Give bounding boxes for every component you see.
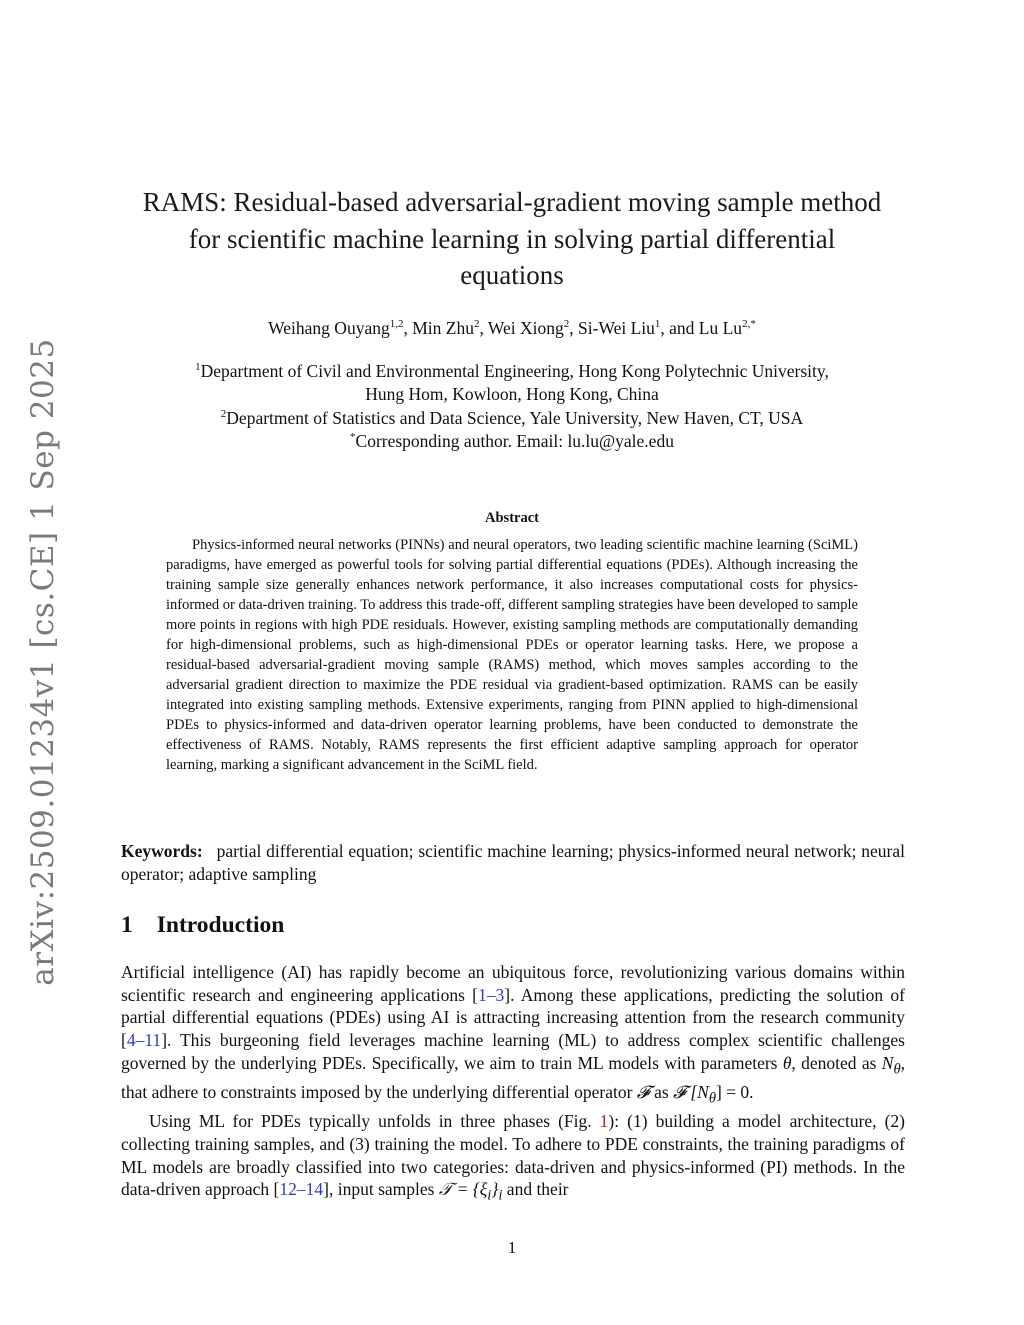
citation-link[interactable]: 1–3 (478, 984, 505, 1005)
title-line-3: equations (460, 260, 564, 290)
author: Wei Xiong$^2$, (487, 318, 579, 338)
title-line-2: for scientific machine learning in solving partial differential (188, 223, 836, 254)
title-line-1: RAMS: Residual-based adversarial-gradient moving sample method (142, 187, 882, 217)
page-number: 1 (507, 1238, 517, 1257)
paragraph-2: Using ML for PDEs typically unfolds in three phases (Fig. 1): (1) building a model architecture, (2) collecting training samples, and (3) training the model. To adhere to PDE constraints, the training paradigms of ML models are broadly classified into two categories: data-driven and physics-informed (PI) methods. In the data-driven approach [12–14], input samples 𝒯 = $\{\xi_i\}_i$ and their (121, 1111, 905, 1204)
affiliation-1-cont: Hung Hom, Kowloon, Hong Kong, China (365, 384, 659, 405)
citation-link[interactable]: 4–11 (126, 1030, 162, 1051)
affiliations (115, 360, 909, 453)
affiliation-1: $^1$Department of Civil and Environmental Engineering, Hong Kong Polytechnic University, (195, 361, 829, 381)
section-title: Introduction (156, 912, 285, 938)
author: Min Zhu$^2$, (412, 318, 488, 338)
arxiv-identifier: arXiv:2509.01234v1 [cs.CE] 1 Sep 2025 (25, 338, 61, 986)
paragraph-1: Artificial intelligence (AI) has rapidly become an ubiquitous force, revolutionizing various domains within scientific research and engineering applications [1–3]. Among these applications, predicting the solution of partial differential equations (PDEs) using AI is attracting increasing attention from the research community [4–11]. This burgeoning field leverages machine learning (ML) to address complex scientific challenges governed by the underlying PDEs. Specifically, we aim to train ML models with parameters θ, denoted as $N_\theta$, that adhere to constraints imposed by the underlying differential operator 𝓕 as 𝓕 $[N_\theta] = 0$. (121, 962, 906, 1107)
author: Weihang Ouyang$^{1,2}$, (268, 318, 413, 338)
author: Lu $Lu^{2,*}$ (698, 318, 756, 338)
author-list (115, 316, 909, 340)
section-heading (121, 912, 284, 939)
section-number: 1 (121, 912, 133, 938)
abstract-text: Physics-informed neural networks (PINNs) and neural operators, two leading scientific machine learning (SciML) paradigms, have emerged as powerful tools for solving partial differential equations (PDEs). Although increasing the training sample size generally enhances network performance, it also increases computational costs for physics-informed or data-driven training. To address this trade-off, different sampling strategies have been developed to sample more points in regions with high PDE residuals. However, existing sampling methods are computationally demanding for high-dimensional problems, such as high-dimensional PDEs or operator learning tasks. Here, we propose a residual-based adversarial-gradient moving sample (RAMS) method, which moves samples according to the adversarial gradient direction to maximize the PDE residual via gradient-based optimization. RAMS can be easily integrated into existing sampling methods. Extensive experiments, ranging from PINN applied to high-dimensional PDEs to physics-informed and data-driven operator learning problems, have been conducted to demonstrate the effectiveness of RAMS. Notably, RAMS represents the first efficient adaptive sampling approach for operator learning, marking a significant advancement in the SciML field. (166, 537, 858, 773)
author: Si-Wei Liu$^1$, and (578, 318, 699, 338)
keywords-text: partial differential equation; scientific machine learning; physics-informed neural network; neural operator; adaptive sampling (121, 841, 905, 884)
keywords (121, 840, 905, 885)
figure-link[interactable]: 1 (599, 1111, 609, 1132)
keywords-label: Keywords: (121, 841, 203, 861)
introduction-body (121, 961, 905, 1208)
corresponding-author: *Corresponding author. Email: lu.lu@yale.edu (350, 430, 674, 451)
abstract-heading: Abstract (485, 510, 539, 526)
paper-title (115, 184, 909, 294)
citation-link[interactable]: 12–14 (279, 1179, 324, 1200)
affiliation-2: $^2$Department of Statistics and Data Science, Yale University, New Haven, CT, USA (220, 407, 804, 428)
